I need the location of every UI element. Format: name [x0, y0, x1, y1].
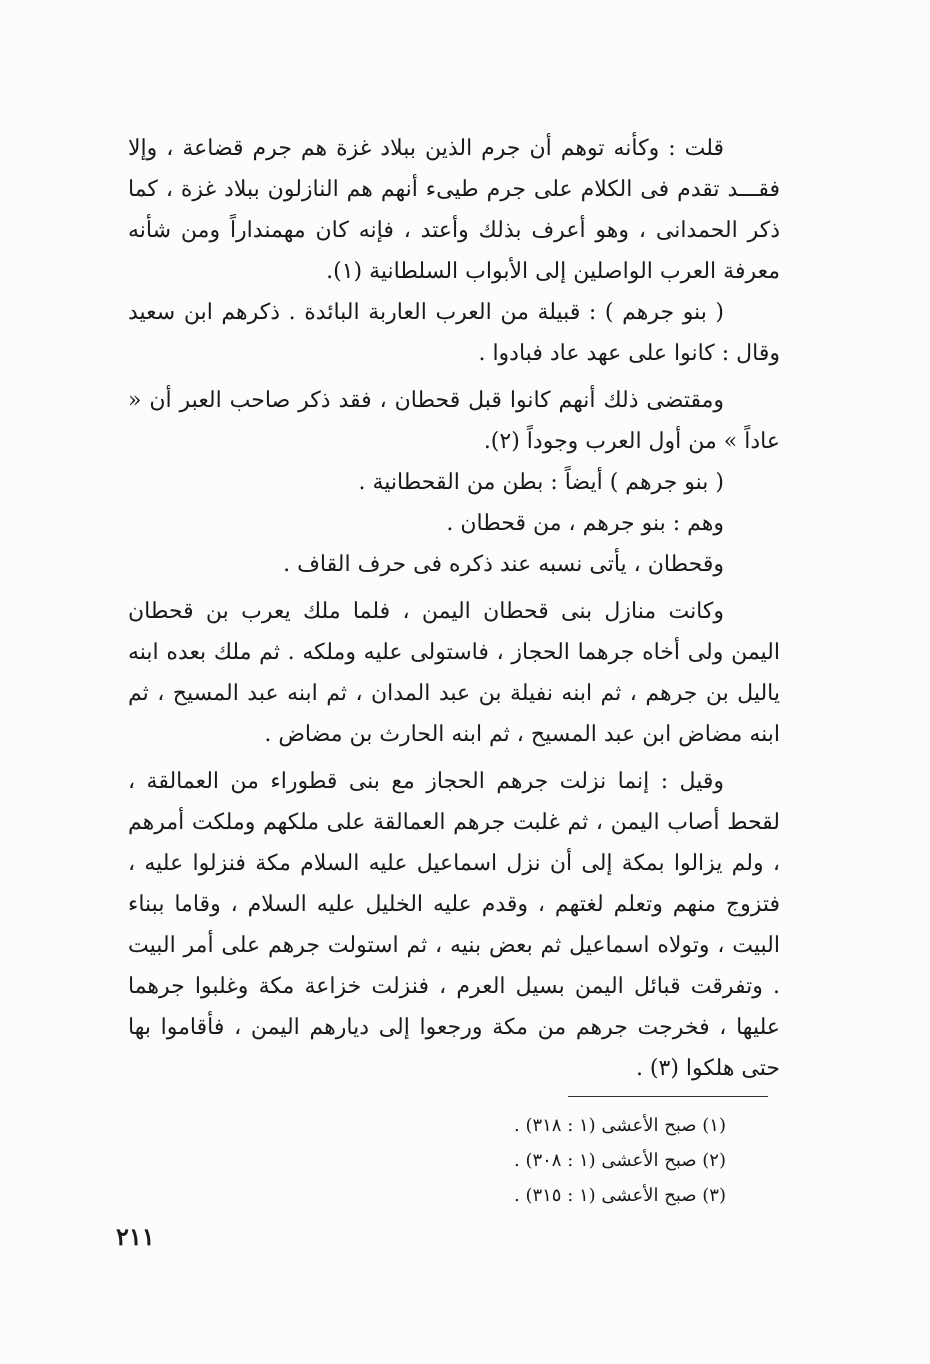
paragraph-3: ومقتضى ذلك أنهم كانوا قبل قحطان ، فقد ذكر صاحب العبر أن « عاداً » من أول العرب وجوداً (٢).: [128, 388, 780, 454]
footnote-3: (٣) صبح الأعشى (١ : ٣١٥) .: [514, 1185, 726, 1206]
paragraph-7: وكانت منازل بنى قحطان اليمن ، فلما ملك يعرب بن قحطان اليمن ولى أخاه جرهما الحجاز ، فاستولى عليه وملكه . ثم ملك بعده ابنه ياليل بن جرهم ، ثم ابنه نفيلة بن عبد المدان ، ثم ابنه عبد المسيح ، ثم ابنه مضاض ابن عبد المسيح ، ثم ابنه الحارث بن مضاض .: [128, 599, 780, 747]
footnote-2: (٢) صبح الأعشى (١ : ٣٠٨) .: [514, 1150, 726, 1171]
paragraph-1: قلت : وكأنه توهم أن جرم الذين ببلاد غزة هم جرم قضاعة ، وإلا فقـــد تقدم فى الكلام على جرم طيىء أنهم هم النازلون ببلاد غزة ، كما ذكر الحمدانى ، وهو أعرف بذلك وأعتد ، فإنه كان مهمنداراً ومن شأنه معرفة العرب الواصلين إلى الأبواب السلطانية (١).: [128, 136, 780, 284]
page-number: ٢١١: [116, 1222, 155, 1251]
paragraph-6: وقحطان ، يأتى نسبه عند ذكره فى حرف القاف .: [283, 552, 724, 577]
paragraph-5: وهم : بنو جرهم ، من قحطان .: [446, 511, 724, 536]
footnote-divider: [568, 1096, 768, 1097]
main-text: [128, 128, 780, 1089]
footnote-1: (١) صبح الأعشى (١ : ٣١٨) .: [514, 1115, 726, 1136]
footnotes: [326, 1108, 726, 1213]
paragraph-2: ( بنو جرهم ) : قبيلة من العرب العاربة البائدة . ذكرهم ابن سعيد وقال : كانوا على عهد عاد فبادوا .: [128, 300, 780, 366]
paragraph-4: ( بنو جرهم ) أيضاً : بطن من القحطانية .: [358, 470, 724, 495]
paragraph-8: وقيل : إنما نزلت جرهم الحجاز مع بنى قطوراء من العمالقة ، لقحط أصاب اليمن ، ثم غلبت جرهم العمالقة على ملكهم وملكت أمرهم ، ولم يزالوا بمكة إلى أن نزل اسماعيل عليه السلام مكة فنزلوا عليه ، فتزوج منهم وتعلم لغتهم ، وقدم عليه الخليل عليه السلام ، وقاما ببناء البيت ، وتولاه اسماعيل ثم بعض بنيه ، ثم استولت جرهم على أمر البيت . وتفرقت قبائل اليمن بسيل العرم ، فنزلت خزاعة مكة وغلبوا جرهما عليها ، فخرجت جرهم من مكة ورجعوا إلى ديارهم اليمن ، فأقاموا بها حتى هلكوا (٣) .: [128, 769, 780, 1081]
